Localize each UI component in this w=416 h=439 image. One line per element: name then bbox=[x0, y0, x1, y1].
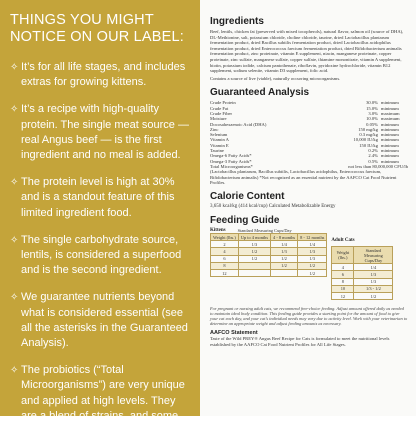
feeding-cell: 1/2 bbox=[271, 262, 298, 269]
analysis-value: 30.0% bbox=[366, 100, 378, 106]
analysis-name: Omega-3 Fatty Acids* bbox=[210, 158, 252, 164]
feeding-row bbox=[211, 255, 327, 262]
analysis-value: 150 mg/kg bbox=[358, 126, 378, 132]
feeding-header-row bbox=[211, 234, 327, 241]
feeding-cell bbox=[238, 270, 270, 277]
analysis-value: not less than 80,000,000 CFU/lb bbox=[348, 163, 408, 169]
analysis-name: Selenium bbox=[210, 132, 228, 138]
analysis-value: 150 IU/kg bbox=[359, 142, 378, 148]
feeding-heading: Feeding Guide bbox=[210, 215, 280, 227]
analysis-name: Vitamin A bbox=[210, 137, 229, 143]
ingredients-footnote: Contains a source of live (viable), naturally occurring microorganisms. bbox=[210, 75, 341, 81]
feeding-cell: 10 bbox=[332, 285, 354, 292]
feeding-cell: 6 bbox=[332, 271, 354, 278]
analysis-value: 15.0% bbox=[366, 105, 378, 111]
feeding-header-cell: Weight (lbs.) bbox=[211, 234, 239, 241]
feeding-row bbox=[211, 241, 327, 248]
feeding-cell: 1/3 bbox=[271, 248, 298, 255]
sparkle-bullet-icon: ✧ bbox=[10, 177, 19, 189]
kittens-subtitle: Standard Measuring Cups/Day bbox=[237, 228, 292, 234]
feeding-cell: 8 bbox=[211, 262, 239, 269]
highlights-title: THINGS YOU MIGHT NOTICE ON OUR LABEL: bbox=[10, 12, 185, 45]
analysis-name: Docosahexaenoic Acid (DHA) bbox=[210, 121, 267, 127]
feeding-cell bbox=[238, 262, 270, 269]
feeding-cell: 1/2 bbox=[271, 255, 298, 262]
feeding-cell: 4 bbox=[332, 264, 354, 271]
feeding-row bbox=[211, 248, 327, 255]
feeding-header-cell: 8 - 12 months bbox=[298, 234, 327, 241]
highlight-item bbox=[10, 290, 190, 351]
ingredients-heading: Ingredients bbox=[210, 16, 264, 27]
highlight-item bbox=[10, 363, 190, 439]
analysis-qual: minimum bbox=[381, 132, 399, 138]
analysis-name: Vitamin E bbox=[210, 142, 229, 148]
feeding-cell: 12 bbox=[332, 293, 354, 300]
analysis-name: Zinc bbox=[210, 126, 219, 132]
feeding-row bbox=[332, 264, 393, 271]
ingredients-section bbox=[210, 16, 408, 81]
feeding-cell: 1/3 bbox=[238, 241, 270, 248]
analysis-value: 0.2% bbox=[368, 148, 378, 154]
feeding-section bbox=[210, 215, 408, 347]
analysis-qual: minimum bbox=[381, 105, 399, 111]
sparkle-bullet-icon: ✧ bbox=[10, 365, 19, 377]
feeding-header-cell: Standard Measuring Cups/Day bbox=[354, 247, 393, 264]
analysis-name: Crude Fat bbox=[210, 105, 229, 111]
feeding-row bbox=[332, 271, 393, 278]
analysis-table bbox=[210, 100, 408, 169]
feeding-cell bbox=[271, 270, 298, 277]
feeding-cell: 1/3 bbox=[354, 271, 393, 278]
feeding-row bbox=[211, 262, 327, 269]
feeding-row bbox=[332, 278, 393, 285]
analysis-value: 0.5% bbox=[368, 158, 378, 164]
analysis-value: 0.05% bbox=[366, 121, 378, 127]
feeding-header-cell: Up to 4 months bbox=[238, 234, 270, 241]
feeding-cell: 4 bbox=[211, 248, 239, 255]
calorie-section bbox=[210, 191, 408, 209]
highlight-text: The probiotics (“Total Microorganisms”) are very unique and applied at high levels. They are a blend of strains, and some are unique for cats. bbox=[21, 364, 185, 438]
adults-title: Adult Cats bbox=[331, 238, 355, 244]
feeding-cell: 1/2 bbox=[354, 293, 393, 300]
analysis-note: (Lactobacillus plantarum, Bacillus subtilis, Lactobacillus acidophilus, Enterococcus faecium, Bifidobacterium animalis) *Not recognized as an essential nutrient by the AAFCO Cat Food Nutrient Profiles. bbox=[210, 169, 397, 185]
analysis-name: Crude Protein bbox=[210, 100, 236, 106]
feeding-cell: 1/3 bbox=[354, 278, 393, 285]
feeding-row bbox=[332, 285, 393, 292]
analysis-qual: maximum bbox=[381, 116, 400, 122]
sparkle-bullet-icon: ✧ bbox=[10, 292, 19, 304]
sparkle-bullet-icon: ✧ bbox=[10, 62, 19, 73]
highlight-item bbox=[10, 175, 190, 221]
feeding-header-row bbox=[332, 247, 393, 264]
feeding-cell: 1/2 bbox=[238, 248, 270, 255]
analysis-value: 3.0% bbox=[368, 110, 378, 116]
calorie-text: 3,650 kcal/kg (414 kcal/cup) Calculated Metabolizable Energy bbox=[210, 204, 336, 210]
sparkle-bullet-icon: ✧ bbox=[10, 104, 19, 116]
adults-block bbox=[331, 228, 393, 300]
highlight-item bbox=[10, 60, 190, 90]
kittens-block bbox=[210, 228, 327, 300]
feeding-cell: 1/2 bbox=[298, 270, 327, 277]
analysis-qual: minimum bbox=[381, 137, 399, 143]
feeding-row bbox=[332, 293, 393, 300]
analysis-name: Taurine bbox=[210, 148, 224, 154]
feeding-cell: 1/4 bbox=[298, 241, 327, 248]
highlights-list bbox=[10, 60, 190, 439]
aafco-text: Taste of the Wild PREY® Angus Beef Recipe for Cats is formulated to meet the nutritional levels established by the AAFCO Cat Food Nutrient Profiles for All Life Stages. bbox=[210, 336, 390, 347]
analysis-value: 2.4% bbox=[368, 153, 378, 159]
analysis-heading: Guaranteed Analysis bbox=[210, 87, 310, 99]
analysis-name: Total Microorganisms* bbox=[210, 163, 253, 169]
ingredients-text: Beef, lentils, chicken fat (preserved with mixed tocopherols), natural flavor, salmon oil (source of DHA), DL-Methionine, salt, potassium chloride, choline chloride, taurine, dried Lactobacillus plantarum fermentation product, dried Bacillus subtilis fermentation product, dried Lactobacillus acidophilus fermentation product, dried Enterococcus faecium fermentation product, dried Bifidobacterium animalis fermentation product, zinc proteinate, vitamin E supplement, niacin, manganese proteinate, copper proteinate, zinc sulfate, manganese sulfate, copper sulfate, thiamine mononitrate, vitamin A supplement, biotin, potassium iodide, calcium pantothenate, riboflavin, pyridoxine hydrochloride, vitamin B12 supplement, sodium selenite, vitamin D3 supplement, folic acid. bbox=[210, 29, 404, 74]
sparkle-bullet-icon: ✧ bbox=[10, 234, 19, 246]
highlight-text: It’s a recipe with high-quality protein. The single meat source — real Angus beef — is the first ingredient and no meal is added. bbox=[21, 103, 189, 162]
feeding-cell: 6 bbox=[211, 255, 239, 262]
calorie-heading: Calorie Content bbox=[210, 191, 285, 203]
feeding-header-cell: Weight (lbs.) bbox=[332, 247, 354, 264]
feeding-cell: 12 bbox=[211, 270, 239, 277]
guaranteed-analysis-section bbox=[210, 87, 408, 185]
analysis-value: 10.0% bbox=[366, 116, 378, 122]
kittens-title: Kittens bbox=[210, 228, 226, 234]
analysis-qual: minimum bbox=[381, 158, 399, 164]
highlight-item bbox=[10, 102, 190, 163]
analysis-name: Moisture bbox=[210, 116, 227, 122]
analysis-qual: minimum bbox=[381, 121, 399, 127]
analysis-qual: minimum bbox=[381, 153, 399, 159]
feeding-cell: 1/3 bbox=[298, 248, 327, 255]
highlight-text: The protein level is high at 30% and is a standout feature of this limited ingredient food. bbox=[21, 176, 175, 219]
feeding-cell: 1/3 - 1/2 bbox=[354, 285, 393, 292]
feeding-cell: 1/4 bbox=[271, 241, 298, 248]
analysis-qual: maximum bbox=[381, 110, 400, 116]
feeding-cell: 1/4 bbox=[354, 264, 393, 271]
kittens-table bbox=[210, 233, 327, 277]
feeding-fine-print: For pregnant or nursing adult cats, we recommend free-choice feeding. Adjust amount offered daily as needed to maintain ideal body condition. This feeding guide provides a starting point for the amount of food to give your cat each day, and your cat’s individual needs may vary due to activity level. Work with your veterinarian to determine an appropriate weight and adjust feeding amounts as necessary. bbox=[210, 306, 408, 327]
feeding-row bbox=[211, 270, 327, 277]
feeding-tables bbox=[210, 228, 408, 300]
analysis-value: 10,000 IU/kg bbox=[353, 137, 378, 143]
highlight-text: The single carbohydrate source, lentils, is considered a superfood and is the second ingredient. bbox=[21, 233, 182, 277]
feeding-cell: 2 bbox=[211, 241, 239, 248]
adults-table bbox=[331, 246, 393, 300]
feeding-cell: 1/3 bbox=[298, 255, 327, 262]
feeding-header-cell: 4 - 8 months bbox=[271, 234, 298, 241]
analysis-qual: minimum bbox=[381, 100, 399, 106]
highlight-text: It’s for all life stages, and includes extras for growing kittens. bbox=[21, 61, 186, 89]
analysis-name: Crude Fiber bbox=[210, 110, 233, 116]
feeding-cell: 1/2 bbox=[298, 262, 327, 269]
highlight-item bbox=[10, 233, 190, 279]
analysis-value: 0.3 mg/kg bbox=[359, 132, 378, 138]
analysis-qual: minimum bbox=[381, 142, 399, 148]
analysis-qual: minimum bbox=[381, 148, 399, 154]
feeding-cell: 8 bbox=[332, 278, 354, 285]
nutrition-label-panel bbox=[200, 0, 416, 416]
label-highlights-panel bbox=[0, 0, 200, 438]
highlight-text: We guarantee nutrients beyond what is considered essential (see all the asterisks in the Guaranteed Analysis). bbox=[21, 291, 188, 350]
feeding-cell: 1/2 bbox=[238, 255, 270, 262]
analysis-qual: minimum bbox=[381, 126, 399, 132]
analysis-name: Omega-6 Fatty Acids* bbox=[210, 153, 252, 159]
aafco-heading: AAFCO Statement bbox=[210, 330, 258, 337]
